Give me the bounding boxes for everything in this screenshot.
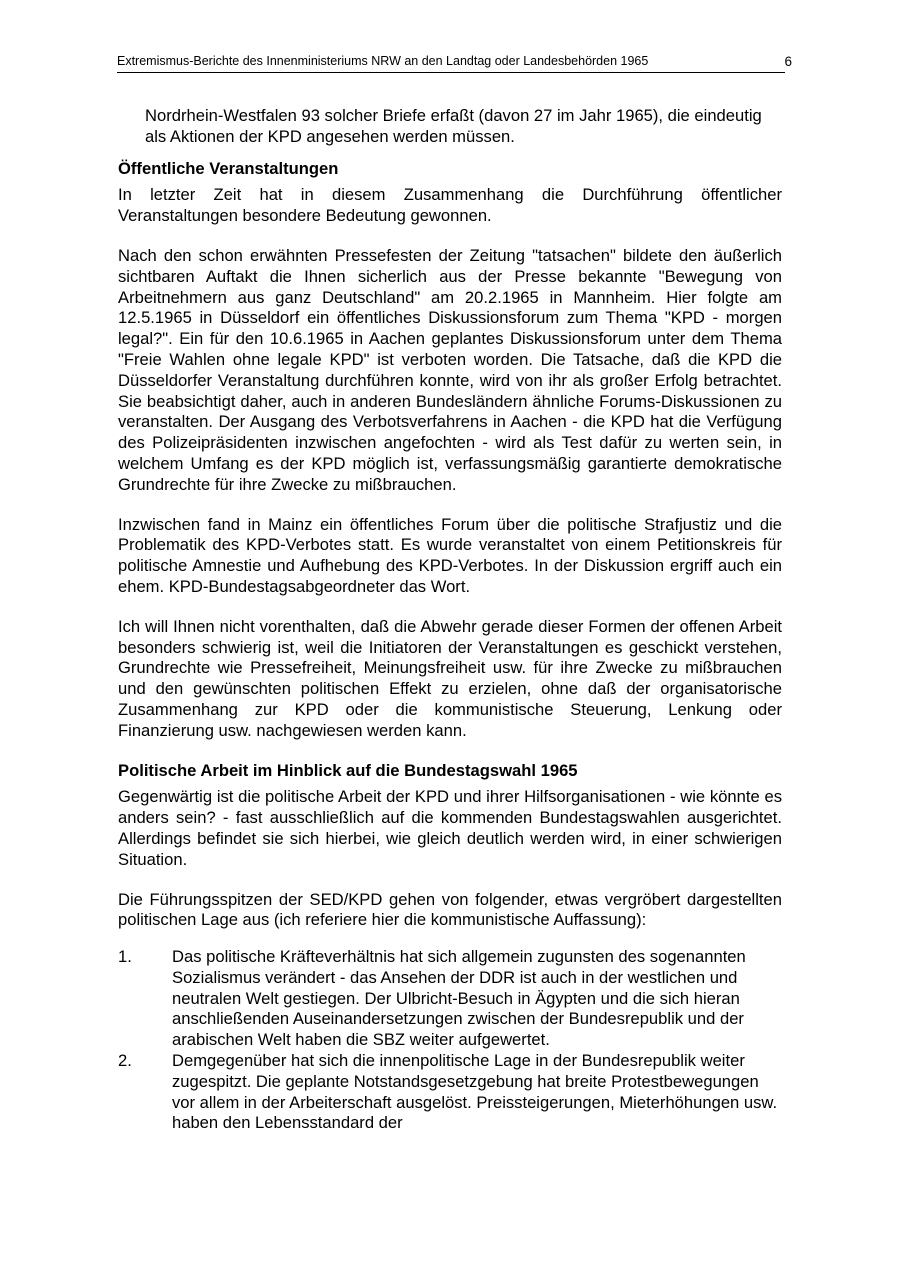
document-body [118,106,782,1134]
list-item-number: 2. [118,1051,132,1071]
paragraph: Nach den schon erwähnten Pressefesten der Zeitung "tatsachen" bildete den äußerlich sichtbaren Auftakt die Ihnen sicherlich aus der Presse bekannte "Bewegung von Arbeitnehmern aus ganz Deutschland" am 20.2.1965 in Mannheim. Hier folgte am 12.5.1965 in Düsseldorf ein öffentliches Diskussionsforum zum Thema "KPD - morgen legal?". Ein für den 10.6.1965 in Aachen geplantes Diskussionsforum unter dem Thema "Freie Wahlen ohne legale KPD" ist verboten worden. Die Tatsache, daß die KPD die Düsseldorfer Veranstaltung durchführen konnte, wird von ihr als großer Erfolg betrachtet. Sie beabsichtigt daher, auch in anderen Bundesländern ähnliche Forums-Diskussionen zu veranstalten. Der Ausgang des Verbotsverfahrens in Aachen - die KPD hat die Verfügung des Polizeipräsidenten inzwischen angefochten - wird als Test dafür zu werten sein, in welchem Umfang es der KPD möglich ist, verfassungsmäßig garantierte demokratische Grundrechte für ihre Zwecke zu mißbrauchen. [118,245,782,494]
paragraph: Gegenwärtig ist die politische Arbeit der KPD und ihrer Hilfsorganisationen - wie könnte es anders sein? - fast ausschließlich auf die kommenden Bundestagswahlen ausgerichtet. Allerdings befindet sie sich hierbei, wie gleich deutlich werden wird, in einer schwierigen Situation. [118,787,782,869]
paragraph: Die Führungsspitzen der SED/KPD gehen von folgender, etwas vergröbert dargestellten politischen Lage aus (ich referiere hier die kommunistische Auffassung): [118,889,782,930]
list-item-number: 1. [118,947,132,967]
paragraph: In letzter Zeit hat in diesem Zusammenhang die Durchführung öffentlicher Veranstaltungen besondere Bedeutung gewonnen. [118,185,782,226]
list-item-text: Das politische Kräfteverhältnis hat sich allgemein zugunsten des sogenannten Sozialismus verändert - das Ansehen der DDR ist auch in der westlichen und neutralen Welt gestiegen. Der Ulbricht-Besuch in Ägypten und die sich hieran anschließenden Auseinandersetzungen zwischen der Bundesrepublik und der arabischen Welt haben die SBZ weiter aufgewertet. [172,947,746,1050]
paragraph: Ich will Ihnen nicht vorenthalten, daß die Abwehr gerade dieser Formen der offenen Arbeit besonders schwierig ist, weil die Initiatoren der Veranstaltungen es geschickt verstehen, Grundrechte wie Pressefreiheit, Meinungsfreiheit usw. für ihre Zwecke zu mißbrauchen und den gewünschten politischen Effekt zu erzielen, ohne daß der organisatorische Zusammenhang zur KPD oder die kommunistische Steuerung, Lenkung oder Finanzierung usw. nachgewiesen werden kann. [118,616,782,740]
list-item [118,1051,782,1134]
intro-paragraph: Nordrhein-Westfalen 93 solcher Briefe erfaßt (davon 27 im Jahr 1965), die eindeutig als Aktionen der KPD angesehen werden müssen. [145,106,762,146]
numbered-list [118,947,782,1134]
section-heading-election: Politische Arbeit im Hinblick auf die Bundestagswahl 1965 [118,760,578,780]
page-number: 6 [784,54,792,69]
header-title: Extremismus-Berichte des Innenministeriums NRW an den Landtag oder Landesbehörden 1965 [117,54,649,68]
page-header [117,53,792,73]
paragraph: Inzwischen fand in Mainz ein öffentliches Forum über die politische Strafjustiz und die Problematik des KPD-Verbotes statt. Es wurde veranstaltet von einem Petitionskreis für politische Amnestie und Aufhebung des KPD-Verbotes. In der Diskussion ergriff auch ein ehem. KPD-Bundestagsabgeordneter das Wort. [118,514,782,596]
list-item-text: Demgegenüber hat sich die innenpolitische Lage in der Bundesrepublik weiter zugespitzt. Die geplante Notstandsgesetzgebung hat breite Protestbewegungen vor allem in der Arbeiterschaft ausgelöst. Preissteigerungen, Mieterhöhungen usw. haben den Lebensstandard der [172,1051,778,1133]
list-item [118,947,782,1051]
section-heading-public-events: Öffentliche Veranstaltungen [118,158,339,178]
